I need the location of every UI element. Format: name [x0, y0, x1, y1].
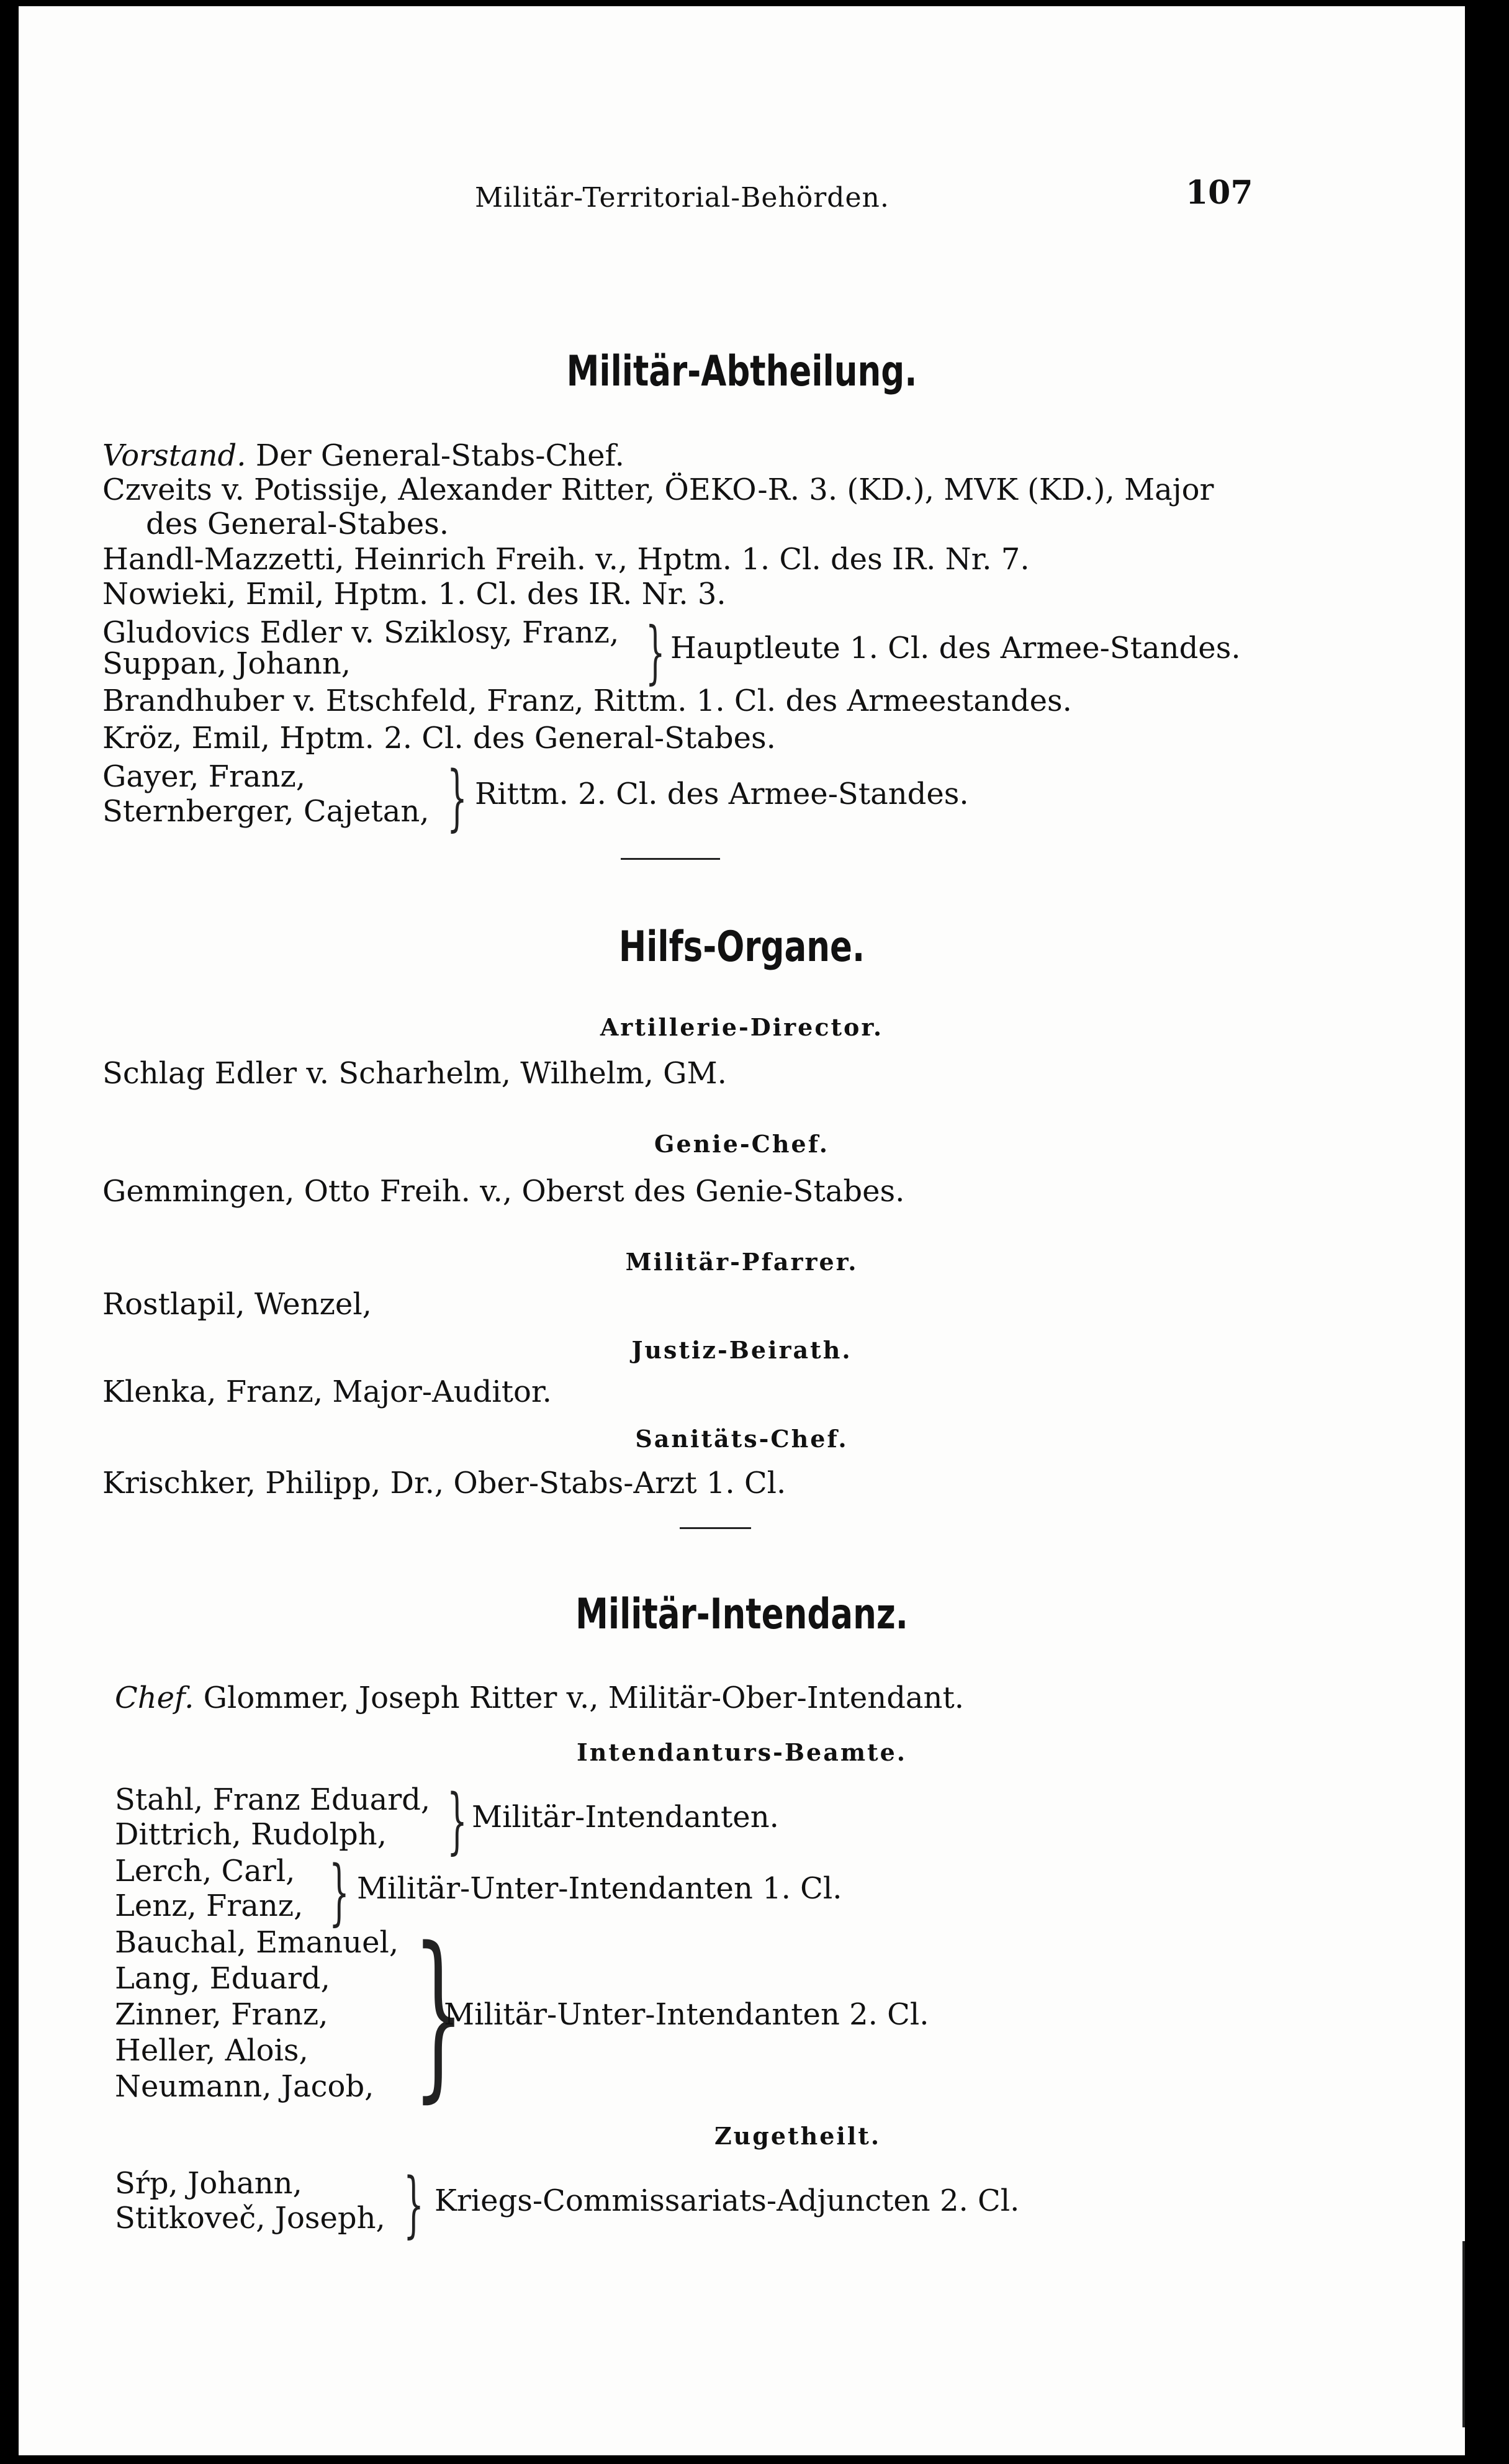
- int-group1-name-1: Stahl, Franz Eduard,: [115, 1782, 431, 1817]
- brace: }: [646, 612, 665, 692]
- sanitaets-text: Krischker, Philipp, Dr., Ober-Stabs-Arzt 1. Cl.: [102, 1466, 786, 1501]
- section-title-intendanz: Militär-Intendanz.: [575, 1590, 908, 1639]
- chef-text: Glommer, Joseph Ritter v., Militär-Ober-Intendant.: [203, 1681, 965, 1715]
- artillerie-text: Schlag Edler v. Scharhelm, Wilhelm, GM.: [102, 1056, 727, 1091]
- page-edge-mark: [1444, 2241, 1465, 2427]
- abtheilung-line5: Brandhuber v. Etschfeld, Franz, Rittm. 1. Cl. des Armeestandes.: [102, 684, 1072, 718]
- int-group1-name-2: Dittrich, Rudolph,: [115, 1817, 387, 1852]
- heading-sanitaets: Sanitäts-Chef.: [635, 1425, 849, 1453]
- int-group1-role: Militär-Intendanten.: [472, 1800, 779, 1834]
- abtheilung-line1: Czveits v. Potissije, Alexander Ritter, ÖEKO-R. 3. (KD.), MVK (KD.), Major: [102, 472, 1214, 507]
- int-group3-name-2: Lang, Eduard,: [115, 1961, 330, 1996]
- vorstand-label: Vorstand.: [102, 438, 246, 473]
- group1-name-1: Gludovics Edler v. Sziklosy, Franz,: [102, 615, 619, 650]
- heading-artillerie: Artillerie-Director.: [600, 1013, 884, 1041]
- section-divider: [680, 1527, 751, 1529]
- int-group2-name-2: Lenz, Franz,: [115, 1889, 304, 1923]
- int-group3-role: Militär-Unter-Intendanten 2. Cl.: [444, 1997, 929, 2032]
- document-page: [19, 6, 1465, 2455]
- group2-role: Rittm. 2. Cl. des Armee-Standes.: [475, 777, 969, 811]
- pfarrer-text: Rostlapil, Wenzel,: [102, 1287, 372, 1322]
- brace: }: [413, 1910, 465, 2119]
- chef-label: Chef.: [115, 1681, 194, 1715]
- heading-zugetheilt: Zugetheilt.: [714, 2122, 881, 2150]
- group2-name-1: Gayer, Franz,: [102, 759, 305, 794]
- brace: }: [329, 1851, 349, 1934]
- int-group4-name-1: Sŕp, Johann,: [115, 2166, 302, 2201]
- group2-name-2: Sternberger, Cajetan,: [102, 794, 430, 829]
- page-number: 107: [1186, 174, 1253, 212]
- int-group3-name-1: Bauchal, Emanuel,: [115, 1925, 399, 1960]
- vorstand-line: [102, 438, 624, 474]
- abtheilung-line6: Kröz, Emil, Hptm. 2. Cl. des General-Stabes.: [102, 721, 776, 756]
- genie-text: Gemmingen, Otto Freih. v., Oberst des Genie-Stabes.: [102, 1174, 905, 1209]
- group1-role: Hauptleute 1. Cl. des Armee-Standes.: [670, 631, 1241, 666]
- brace: }: [447, 1779, 467, 1862]
- int-group3-name-3: Zinner, Franz,: [115, 1997, 328, 2032]
- brace: }: [447, 756, 467, 839]
- int-group3-name-4: Heller, Alois,: [115, 2033, 309, 2068]
- running-title: Militär-Territorial-Behörden.: [475, 182, 890, 214]
- int-group2-role: Militär-Unter-Intendanten 1. Cl.: [357, 1871, 842, 1906]
- abtheilung-line2: des General-Stabes.: [146, 507, 449, 541]
- justiz-text: Klenka, Franz, Major-Auditor.: [102, 1374, 552, 1409]
- brace: }: [403, 2163, 424, 2246]
- section-title-abtheilung: Militär-Abtheilung.: [566, 347, 917, 396]
- heading-beamte: Intendanturs-Beamte.: [576, 1738, 908, 1766]
- int-group2-name-1: Lerch, Carl,: [115, 1854, 295, 1889]
- section-title-hilfs: Hilfs-Organe.: [618, 923, 865, 972]
- chef-line: [115, 1680, 964, 1716]
- abtheilung-line3: Handl-Mazzetti, Heinrich Freih. v., Hptm. 1. Cl. des IR. Nr. 7.: [102, 542, 1030, 577]
- group1-name-2: Suppan, Johann,: [102, 646, 351, 681]
- abtheilung-line4: Nowieki, Emil, Hptm. 1. Cl. des IR. Nr. 3.: [102, 577, 726, 611]
- vorstand-text: Der General-Stabs-Chef.: [255, 438, 624, 473]
- heading-justiz: Justiz-Beirath.: [631, 1336, 852, 1364]
- int-group4-name-2: Stitkoveč, Joseph,: [115, 2201, 385, 2236]
- heading-pfarrer: Militär-Pfarrer.: [625, 1248, 858, 1276]
- section-divider: [621, 858, 720, 860]
- heading-genie: Genie-Chef.: [654, 1130, 829, 1158]
- int-group3-name-5: Neumann, Jacob,: [115, 2069, 374, 2104]
- int-group4-role: Kriegs-Commissariats-Adjuncten 2. Cl.: [435, 2183, 1020, 2218]
